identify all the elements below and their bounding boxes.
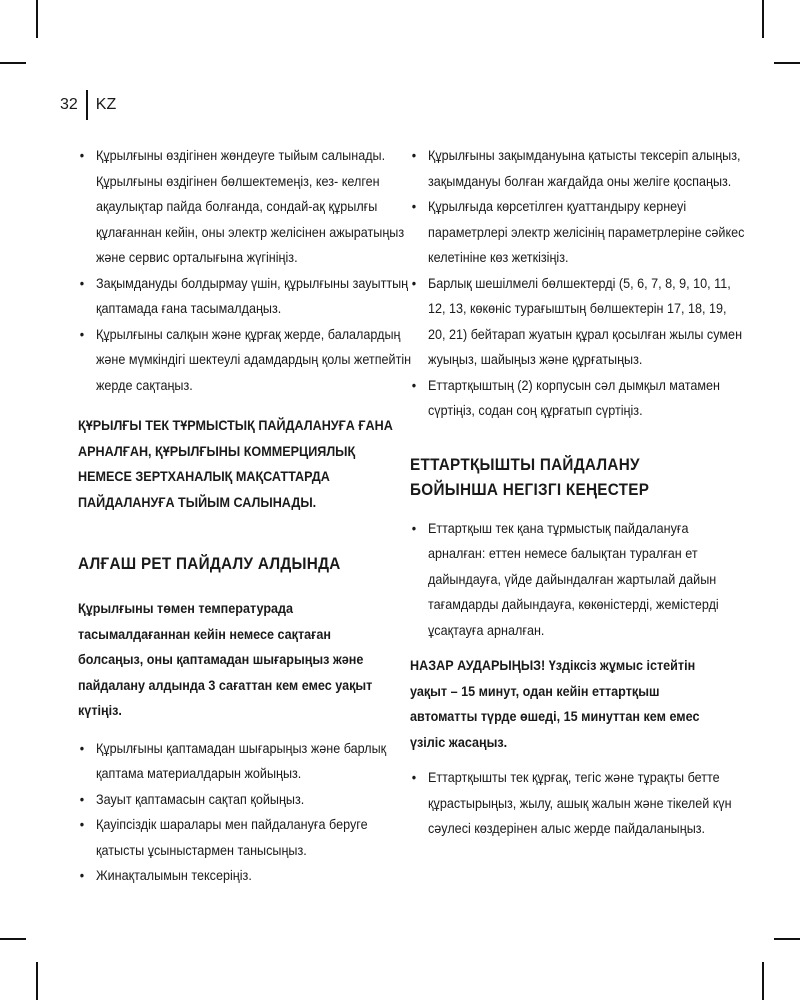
- list-item: • Еттартқыш тек қана тұрмыстық пайдалануға арналған: еттен немесе балықтан туралған ет дайындауға, үйде дайындалған жартылай дайын тағамдарды дайындауға, көкөністерді, жемістерді ұсақтауға арналған.: [410, 516, 746, 644]
- bullet-icon: •: [411, 198, 417, 214]
- list-item: • Зақымдануды болдырмау үшін, құрылғыны зауыттың қаптамада ғана тасымалдаңыз.: [78, 271, 414, 322]
- crop-mark-top-left-v: [36, 0, 38, 38]
- list-item: • Жинақталымын тексеріңіз.: [78, 863, 414, 889]
- language-code: KZ: [95, 96, 117, 113]
- bullet-icon: •: [411, 147, 417, 163]
- right-column: [410, 143, 745, 842]
- list-item: • Құрылғыны зақымдануына қатысты тексеріп алыңыз, зақымдануы болған жағдайда оны желіге қоспаңыз.: [410, 143, 746, 194]
- list-item: • Барлық шешілмелі бөлшектерді (5, 6, 7, 8, 9, 10, 11, 12, 13, көкөніс турағыштың бөлшектерін 17, 18, 19, 20, 21) бейтарап жуатын құрал қосылған жылы сумен жуыңыз, шайыңыз және құрғатыңыз.: [410, 271, 746, 373]
- bullet-icon: •: [411, 274, 417, 291]
- bullet-icon: •: [79, 739, 85, 756]
- warning-text: ҚҰРЫЛҒЫ ТЕК ТҰРМЫСТЫҚ ПАЙДАЛАНУҒА ҒАНА АРНАЛҒАН, ҚҰРЫЛҒЫНЫ КОММЕРЦИЯЛЫҚ НЕМЕСЕ ЗЕРТХАНАЛЫҚ МАҚСАТТАРДА ПАЙДАЛАНУҒА ТЫЙЫМ САЛЫНАДЫ.: [78, 417, 393, 510]
- crop-mark-bottom-left-v: [36, 962, 38, 1000]
- page-number: 32: [60, 96, 78, 113]
- list-item: • Құрылғыны өздігінен жөндеуге тыйым салынады. Құрылғыны өздігінен бөлшектемеңіз, кез- келген ақаулықтар пайда болғанда, сондай-ақ құрылғы құлағаннан кейін, оны электр желісінен ажыратыңыз және сервис орталығына жүгініңіз.: [78, 143, 414, 271]
- crop-mark-top-right-v: [762, 0, 764, 38]
- list-item: • Құрылғыны қаптамадан шығарыңыз және барлық қаптама материалдарын жойыңыз.: [78, 736, 414, 787]
- list-item: • Еттартқышты тек құрғақ, тегіс және тұрақты бетте құрастырыңыз, жылу, ашық жалын және тікелей күн сәулесі көздерінен алыс жерде пайдаланыңыз.: [410, 765, 746, 842]
- bullet-icon: •: [79, 325, 85, 342]
- bullet-icon: •: [411, 376, 417, 393]
- bullet-icon: •: [79, 147, 85, 163]
- section-heading-usage-tips: ЕТТАРТҚЫШТЫ ПАЙДАЛАНУ БОЙЫНША НЕГІЗГІ КЕҢЕСТЕР: [410, 454, 650, 499]
- left-column: [78, 143, 412, 889]
- bullet-icon: •: [79, 790, 85, 807]
- list-item: • Еттартқыштың (2) корпусын сәл дымқыл матамен сүртіңіз, содан соң құрғатып сүртіңіз.: [410, 373, 746, 424]
- bullet-icon: •: [79, 816, 85, 832]
- list-item: • Зауыт қаптамасын сақтап қойыңыз.: [78, 787, 414, 813]
- preparation-bullet-list: [410, 143, 745, 424]
- usage-tips-bullet-list: [410, 516, 728, 644]
- crop-mark-bottom-right-h: [774, 938, 800, 940]
- placement-bullet-list: [410, 765, 732, 842]
- intro-bullet-list: [78, 143, 412, 398]
- section-heading-before-first-use: АЛҒАШ РЕТ ПАЙДАЛУ АЛДЫНДА: [78, 554, 341, 573]
- list-item: • Құрылғыны салқын және құрғақ жерде, балалардың және мүмкіндігі шектеулі адамдардың қолы жетпейтін жерде сақтаңыз.: [78, 322, 414, 399]
- bullet-icon: •: [411, 769, 417, 785]
- list-item: • Қауіпсіздік шаралары мен пайдалануға беруге қатысты ұсыныстармен танысыңыз.: [78, 812, 414, 863]
- page-header: [60, 90, 116, 120]
- bullet-icon: •: [79, 274, 85, 291]
- bullet-icon: •: [79, 867, 85, 883]
- crop-mark-bottom-left-h: [0, 938, 26, 940]
- crop-mark-top-left-h: [0, 62, 26, 64]
- crop-mark-bottom-right-v: [762, 962, 764, 1000]
- first-use-bullet-list: [78, 736, 396, 889]
- storage-warning-text: Құрылғыны төмен температурада тасымалдағаннан кейін немесе сақтаған болсаңыз, оны қаптамадан шығарыңыз және пайдалану алдында 3 сағаттан кем емес уақыт күтіңіз.: [78, 600, 373, 718]
- attention-text: НАЗАР АУДАРЫҢЫЗ! Үздіксіз жұмыс істейтін уақыт – 15 минут, одан кейін еттартқыш автоматты түрде өшеді, 15 минуттан кем емес үзіліс жасаңыз.: [410, 657, 700, 750]
- crop-mark-top-right-h: [774, 62, 800, 64]
- list-item: • Құрылғыда көрсетілген қуаттандыру кернеуі параметрлері электр желісінің параметрлеріне сәйкес келетініне көз жеткізіңіз.: [410, 194, 746, 271]
- bullet-icon: •: [411, 519, 417, 536]
